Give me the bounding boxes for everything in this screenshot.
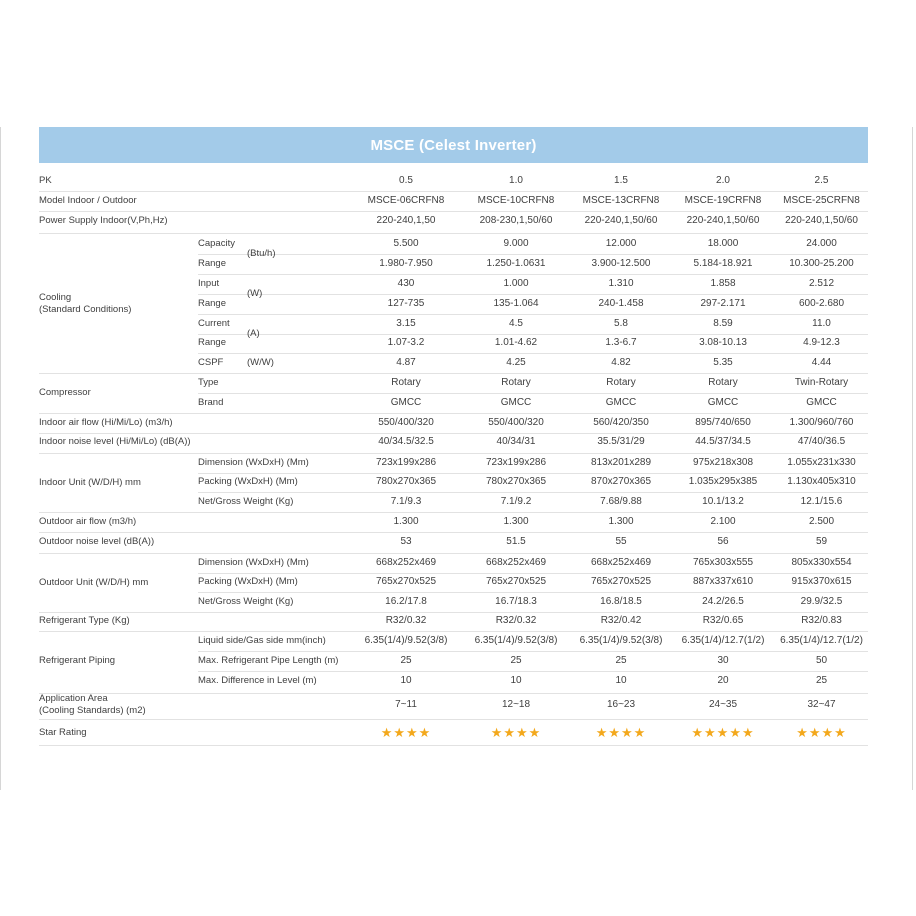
row-label: Indoor air flow (Hi/Mi/Lo) (m3/h): [39, 417, 173, 428]
spec-value: 550/400/320: [378, 417, 434, 428]
star-icon: ★: [741, 725, 755, 740]
spec-value: 25: [615, 655, 627, 666]
star-icon: ★: [528, 725, 542, 740]
spec-value: 765x270x525: [485, 576, 547, 587]
spec-value: 1.980-7.950: [379, 258, 433, 269]
spec-value: 5.500: [393, 238, 419, 249]
star-icon: ★: [808, 725, 822, 740]
spec-value: 29.9/32.5: [800, 596, 843, 607]
spec-value: 2.5: [814, 175, 829, 186]
spec-value: 813x201x289: [590, 457, 652, 468]
star-icon: ★: [716, 725, 730, 740]
spec-value: 550/400/320: [488, 417, 544, 428]
spec-value: 12.000: [605, 238, 637, 249]
unit-label: (Btu/h): [247, 248, 276, 259]
spec-value: 47/40/36.5: [797, 436, 846, 447]
row-sublabel: Type: [198, 377, 219, 388]
spec-value: 7~11: [395, 699, 417, 710]
spec-value: 32~47: [807, 699, 836, 710]
spec-value: 10: [400, 675, 412, 686]
row-label: Model Indoor / Outdoor: [39, 195, 137, 206]
spec-value: 25: [815, 675, 828, 686]
spec-value: 208-230,1,50/60: [479, 215, 553, 226]
row-sublabel: Net/Gross Weight (Kg): [198, 496, 294, 507]
spec-value: 10: [510, 675, 522, 686]
spec-value: 3.900-12.500: [591, 258, 651, 269]
spec-value: 51.5: [506, 536, 526, 547]
group-label: Compressor: [39, 387, 91, 398]
row-sublabel: Range: [198, 337, 226, 348]
spec-value: 765x270x525: [375, 576, 437, 587]
spec-value: 765x270x525: [590, 576, 652, 587]
star-icon: ★: [633, 725, 647, 740]
right-frame-line: [912, 127, 913, 790]
spec-value: 895/740/650: [695, 417, 751, 428]
spec-value: MSCE-10CRFN8: [477, 195, 555, 206]
spec-value: 6.35(1/4)/12.7(1/2): [780, 635, 863, 646]
spec-value: 1.300: [393, 516, 419, 527]
spec-value: R32/0.32: [495, 615, 537, 626]
spec-value: 1.310: [608, 278, 634, 289]
spec-value: 560/420/350: [593, 417, 649, 428]
spec-value: 723x199x286: [375, 457, 437, 468]
spec-value: 25: [510, 655, 522, 666]
spec-value: 20: [717, 675, 729, 686]
spec-value: 1.07-3.2: [387, 337, 425, 348]
spec-value: 4.25: [506, 357, 526, 368]
star-icon: ★: [796, 725, 809, 740]
row-sublabel: Packing (WxDxH) (Mm): [198, 476, 298, 487]
spec-value: 59: [815, 536, 828, 547]
group-label: Indoor Unit (W/D/H) mm: [39, 476, 141, 488]
spec-value: MSCE-19CRFN8: [684, 195, 762, 206]
spec-value: R32/0.83: [801, 615, 842, 626]
star-icon: ★: [821, 725, 835, 740]
spec-value: 1.300: [608, 516, 634, 527]
row-sublabel: Max. Refrigerant Pipe Length (m): [198, 655, 339, 666]
row-label: Application Area (Cooling Standards) (m2): [39, 693, 146, 716]
spec-value: 220-240,1,50/60: [584, 215, 658, 226]
spec-value: 6.35(1/4)/9.52(3/8): [364, 635, 448, 646]
spec-value: Rotary: [391, 377, 421, 388]
spec-value: 805x330x554: [791, 557, 852, 568]
spec-value: 7.1/9.3: [390, 496, 422, 507]
group-label: Outdoor Unit (W/D/H) mm: [39, 576, 149, 588]
row-label: Outdoor noise level (dB(A)): [39, 536, 155, 547]
spec-value: 16.7/18.3: [495, 596, 537, 607]
row-sublabel: Dimension (WxDxH) (Mm): [198, 557, 309, 568]
spec-value: 780x270x365: [375, 476, 437, 487]
spec-value: 1.055x231x330: [787, 457, 856, 468]
spec-value: 2.100: [710, 516, 736, 527]
spec-value: 1.000: [503, 278, 529, 289]
spec-value: 2.512: [808, 278, 835, 289]
row-sublabel: Net/Gross Weight (Kg): [198, 596, 294, 607]
row-sublabel: Dimension (WxDxH) (Mm): [198, 457, 309, 468]
spec-table-title: MSCE (Celest Inverter): [39, 127, 868, 163]
spec-value: 600-2.680: [798, 298, 845, 309]
spec-value: GMCC: [707, 397, 739, 408]
spec-value: 887x337x610: [692, 576, 754, 587]
spec-value: 870x270x365: [590, 476, 652, 487]
spec-value: 723x199x286: [485, 457, 547, 468]
spec-value: 24.2/26.5: [702, 596, 744, 607]
spec-value: 915x370x615: [791, 576, 852, 587]
star-icon: ★: [621, 725, 634, 740]
spec-value: GMCC: [605, 397, 637, 408]
spec-value: Rotary: [606, 377, 636, 388]
spec-value: Rotary: [501, 377, 531, 388]
spec-value: 18.000: [707, 238, 739, 249]
row-sublabel: Range: [198, 258, 226, 269]
star-rating: [351, 724, 461, 742]
row-sublabel: CSPF: [198, 357, 224, 368]
unit-label: (W/W): [247, 357, 274, 368]
row-divider: [39, 233, 868, 234]
star-icon: ★: [691, 725, 705, 740]
spec-value: 220-240,1,50: [376, 215, 436, 226]
spec-value: 5.8: [614, 318, 628, 329]
spec-value: 7.68/9.88: [600, 496, 642, 507]
spec-value: 16~23: [606, 699, 636, 710]
star-icon: ★: [704, 725, 717, 740]
row-sublabel: Capacity: [198, 238, 235, 249]
row-sublabel: Max. Difference in Level (m): [198, 675, 317, 686]
spec-value: 668x252x469: [485, 557, 547, 568]
spec-value: 16.2/17.8: [385, 596, 427, 607]
spec-value: 1.035x295x385: [688, 476, 758, 487]
spec-value: R32/0.42: [600, 615, 642, 626]
spec-value: 5.184-18.921: [693, 258, 753, 269]
spec-value: 24.000: [806, 238, 837, 249]
spec-value: 10.300-25.200: [789, 258, 854, 269]
spec-value: 4.82: [611, 357, 631, 368]
spec-value: 1.300/960/760: [789, 417, 854, 428]
spec-value: 297-2.171: [700, 298, 746, 309]
spec-value: 25: [400, 655, 412, 666]
spec-value: 12~18: [501, 699, 531, 710]
star-rating: [461, 724, 571, 742]
spec-value: 1.0: [509, 175, 523, 186]
spec-value: 9.000: [503, 238, 529, 249]
spec-value: 1.250-1.0631: [486, 258, 546, 269]
star-icon: ★: [406, 725, 419, 740]
row-label: PK: [39, 175, 52, 186]
star-icon: ★: [418, 725, 432, 740]
star-icon: ★: [393, 725, 406, 740]
spec-value: 56: [717, 536, 729, 547]
spec-value: 16.8/18.5: [600, 596, 642, 607]
spec-value: MSCE-13CRFN8: [582, 195, 660, 206]
unit-label: (W): [247, 288, 263, 299]
spec-value: 11.0: [812, 318, 831, 329]
spec-value: GMCC: [806, 397, 837, 408]
row-sublabel: Liquid side/Gas side mm(inch): [198, 635, 326, 646]
row-sublabel: Current: [198, 318, 230, 329]
spec-value: 12.1/15.6: [800, 496, 843, 507]
spec-value: Rotary: [708, 377, 738, 388]
spec-value: 7.1/9.2: [500, 496, 532, 507]
spec-value: 6.35(1/4)/12.7(1/2): [681, 635, 765, 646]
spec-table: [39, 0, 868, 916]
spec-value: 220-240,1,50/60: [686, 215, 760, 226]
row-label: Indoor noise level (Hi/Mi/Lo) (dB(A)): [39, 436, 191, 447]
group-label: Refrigerant Piping: [39, 655, 116, 666]
unit-label: (A): [247, 327, 260, 339]
spec-value: 24~35: [708, 699, 738, 710]
row-label: Refrigerant Type (Kg): [39, 615, 130, 626]
spec-value: GMCC: [390, 397, 422, 408]
spec-value: 1.5: [614, 175, 628, 186]
row-divider: [39, 719, 868, 720]
spec-value: 5.35: [713, 357, 733, 368]
spec-value: 430: [397, 278, 415, 289]
spec-value: 44.5/37/34.5: [695, 436, 751, 447]
star-icon: ★: [608, 725, 621, 740]
spec-value: 35.5/31/29: [597, 436, 645, 447]
spec-value: 10: [615, 675, 627, 686]
spec-value: R32/0.32: [385, 615, 427, 626]
spec-value: 8.59: [713, 318, 733, 329]
spec-value: 2.0: [716, 175, 730, 186]
spec-value: 135-1.064: [493, 298, 539, 309]
row-sublabel: Packing (WxDxH) (Mm): [198, 576, 298, 587]
spec-value: 1.3-6.7: [605, 337, 637, 348]
spec-value: 780x270x365: [485, 476, 547, 487]
spec-value: 1.300: [503, 516, 529, 527]
star-icon: ★: [503, 725, 516, 740]
spec-value: MSCE-25CRFN8: [783, 195, 860, 206]
spec-value: 4.87: [396, 357, 416, 368]
spec-value: 2.500: [808, 516, 835, 527]
spec-value: MSCE-06CRFN8: [367, 195, 445, 206]
row-label: Outdoor air flow (m3/h): [39, 516, 137, 527]
row-sublabel: Input: [198, 278, 220, 289]
spec-value: Twin-Rotary: [794, 377, 849, 388]
spec-value: 10.1/13.2: [702, 496, 744, 507]
spec-value: 668x252x469: [375, 557, 437, 568]
row-divider: [39, 745, 868, 746]
spec-value: 240-1.458: [598, 298, 644, 309]
star-icon: ★: [595, 725, 609, 740]
spec-value: 668x252x469: [590, 557, 652, 568]
spec-value: GMCC: [500, 397, 532, 408]
spec-value: 50: [815, 655, 828, 666]
star-rating: [671, 724, 775, 742]
left-frame-line: [0, 127, 1, 790]
spec-value: 55: [615, 536, 627, 547]
spec-value: 53: [400, 536, 412, 547]
spec-value: 1.858: [710, 278, 736, 289]
spec-value: R32/0.65: [702, 615, 744, 626]
spec-value: 6.35(1/4)/9.52(3/8): [474, 635, 558, 646]
row-sublabel: Brand: [198, 397, 224, 408]
spec-value: 3.15: [396, 318, 416, 329]
star-rating: [571, 724, 671, 742]
row-label: Star Rating: [39, 727, 87, 738]
spec-value: 0.5: [399, 175, 413, 186]
spec-value: 4.5: [509, 318, 523, 329]
spec-value: 220-240,1,50/60: [785, 215, 858, 226]
spec-value: 30: [717, 655, 729, 666]
row-sublabel: Range: [198, 298, 226, 309]
spec-value: 3.08-10.13: [699, 337, 747, 348]
star-icon: ★: [729, 725, 742, 740]
group-label: Cooling (Standard Conditions): [39, 291, 132, 315]
spec-value: 40/34/31: [496, 436, 536, 447]
spec-value: 4.9-12.3: [803, 337, 840, 348]
star-icon: ★: [380, 725, 394, 740]
spec-value: 975x218x308: [692, 457, 754, 468]
spec-value: 127-735: [387, 298, 425, 309]
star-rating: [775, 724, 868, 742]
spec-value: 4.44: [811, 357, 832, 368]
spec-value: 6.35(1/4)/9.52(3/8): [579, 635, 663, 646]
star-icon: ★: [516, 725, 529, 740]
row-label: Power Supply Indoor(V,Ph,Hz): [39, 215, 168, 226]
spec-value: 1.130x405x310: [787, 476, 856, 487]
spec-value: 1.01-4.62: [494, 337, 538, 348]
star-icon: ★: [834, 725, 847, 740]
spec-value: 765x303x555: [692, 557, 754, 568]
spec-value: 40/34.5/32.5: [378, 436, 434, 447]
star-icon: ★: [490, 725, 504, 740]
